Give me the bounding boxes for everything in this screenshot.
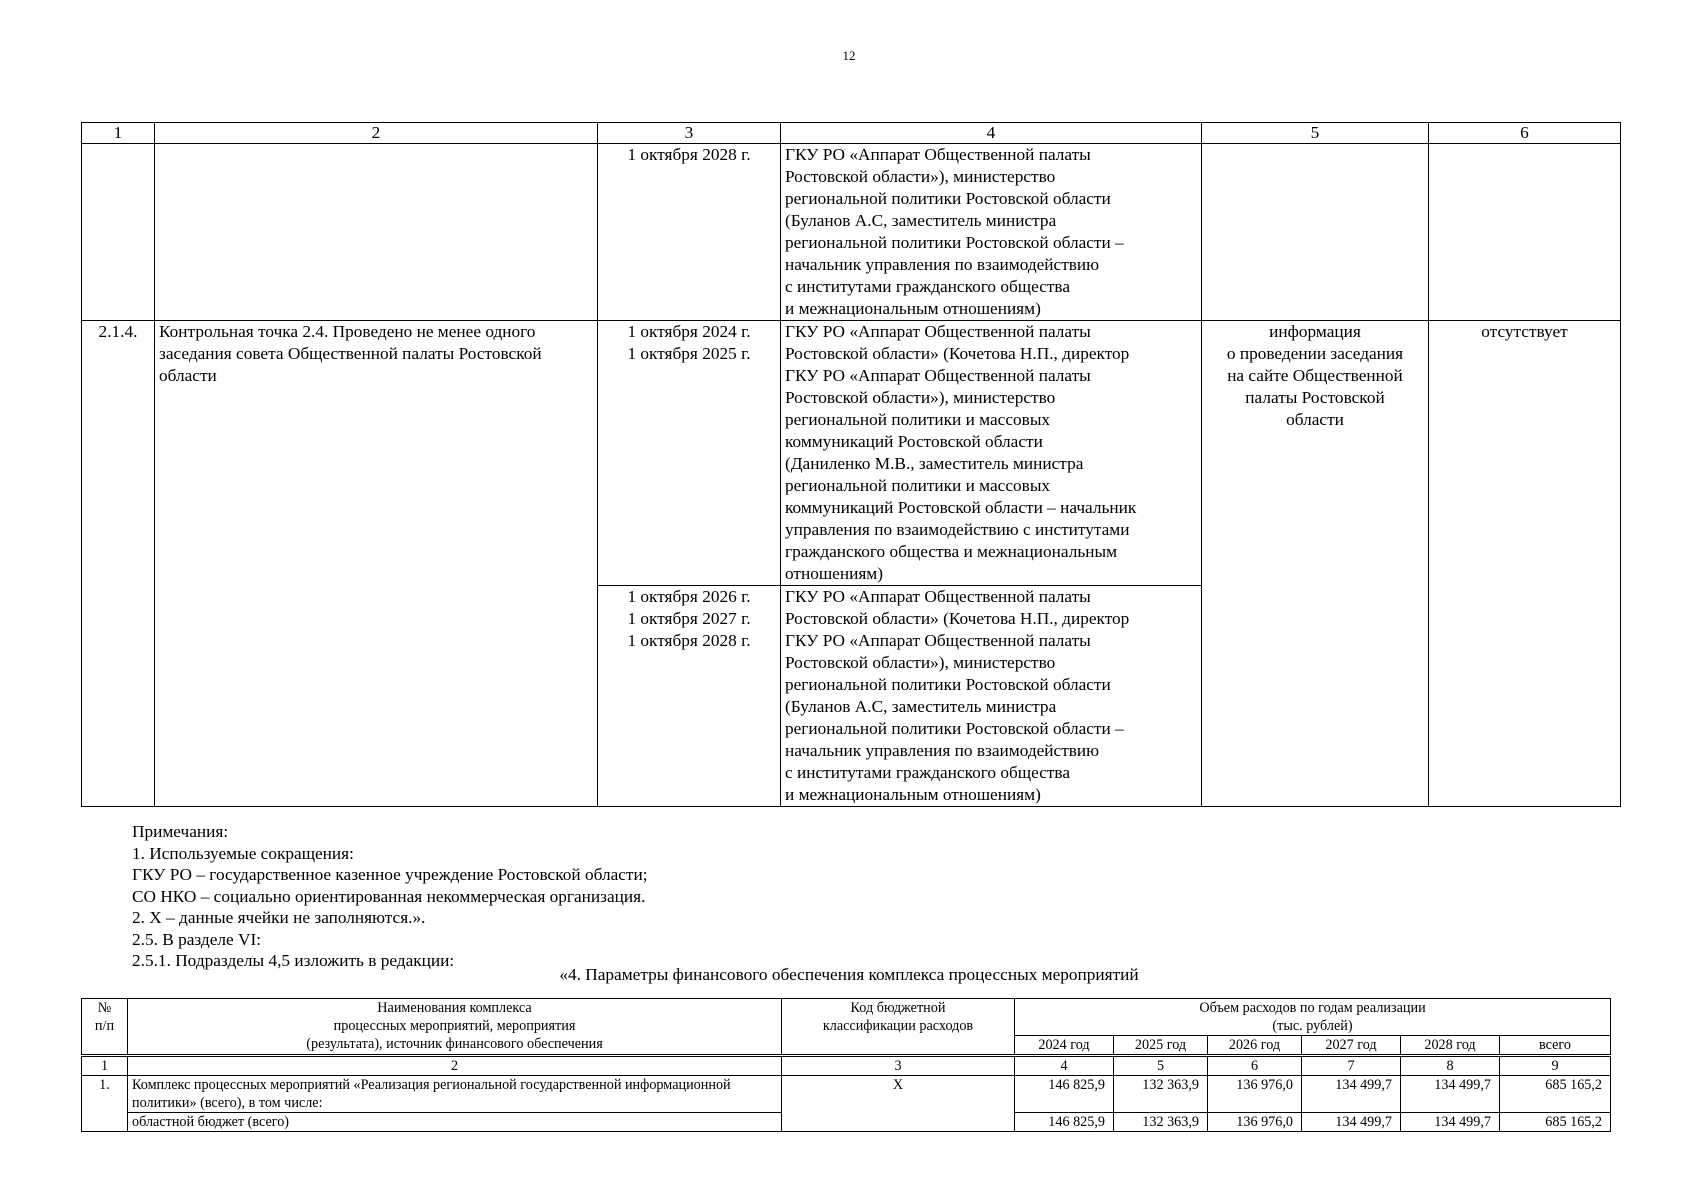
total-cell: 685 165,2 <box>1500 1113 1611 1132</box>
column-number-row <box>82 1056 1611 1076</box>
value-cell: 132 363,9 <box>1114 1113 1208 1132</box>
value-cell: 146 825,9 <box>1015 1113 1114 1132</box>
column-number: 6 <box>1208 1056 1302 1076</box>
header-cell: 1 <box>82 123 155 144</box>
value-cell: 136 976,0 <box>1208 1113 1302 1132</box>
date-cell: 1 октября 2024 г. 1 октября 2025 г. <box>598 321 781 586</box>
column-number: 5 <box>1114 1056 1208 1076</box>
notes-line: ГКУ РО – государственное казенное учреждение Ростовской области; <box>132 865 648 884</box>
header-volume: Объем расходов по годам реализации (тыс. рублей) <box>1015 999 1611 1036</box>
document-cell: информация о проведении заседания на сайте Общественной палаты Ростовской области <box>1202 321 1429 807</box>
row-number-cell: 2.1.4. <box>82 321 155 807</box>
document-cell <box>1202 144 1429 321</box>
value-cell: 136 976,0 <box>1208 1076 1302 1113</box>
header-year: 2024 год <box>1015 1036 1114 1056</box>
row-name-cell: Комплекс процессных мероприятий «Реализация региональной государственной информационной политики» (всего), в том числе: <box>128 1076 782 1113</box>
responsible-cell: ГКУ РО «Аппарат Общественной палаты Ростовской области»), министерство региональной политики Ростовской области (Буланов А.С, заместитель министра региональной политики Ростовской области – начальник управления по взаимодействию с институтами гражданского общества и межнациональным отношениям) <box>781 144 1202 321</box>
column-number: 7 <box>1302 1056 1401 1076</box>
header-code: Код бюджетной классификации расходов <box>782 999 1015 1056</box>
total-cell: 685 165,2 <box>1500 1076 1611 1113</box>
column-number: 8 <box>1401 1056 1500 1076</box>
table-header-row <box>82 123 1621 144</box>
notes-line: 2.5.1. Подразделы 4,5 изложить в редакции: <box>132 951 455 970</box>
notes-block <box>132 821 648 972</box>
value-cell: 134 499,7 <box>1401 1076 1500 1113</box>
column-number: 2 <box>128 1056 782 1076</box>
header-year: 2027 год <box>1302 1036 1401 1056</box>
header-cell: 5 <box>1202 123 1429 144</box>
value-cell: 146 825,9 <box>1015 1076 1114 1113</box>
notes-line: Примечания: <box>132 822 229 841</box>
notes-line: 1. Используемые сокращения: <box>132 843 354 863</box>
header-cell: 6 <box>1429 123 1621 144</box>
responsible-cell: ГКУ РО «Аппарат Общественной палаты Ростовской области» (Кочетова Н.П., директор ГКУ РО «Аппарат Общественной палаты Ростовской области»), министерство региональной политики и массовых коммуникаций Ростовской области (Даниленко М.В., заместитель министра региональной политики и массовых коммуникаций Ростовской области – начальник управления по взаимодействию с институтами гражданского общества и межнациональным отношениям) <box>781 321 1202 586</box>
code-cell: X <box>782 1076 1015 1132</box>
section-title: «4. Параметры финансового обеспечения комплекса процессных мероприятий <box>559 965 1139 984</box>
value-cell: 134 499,7 <box>1401 1113 1500 1132</box>
page-number: 12 <box>842 48 856 63</box>
table-header-row <box>82 999 1611 1036</box>
notes-line: 2.5. В разделе VI: <box>132 929 262 949</box>
control-points-table <box>81 122 1621 807</box>
row-name-cell: областной бюджет (всего) <box>128 1113 782 1132</box>
value-cell: 134 499,7 <box>1302 1113 1401 1132</box>
header-year: 2026 год <box>1208 1036 1302 1056</box>
header-cell: 3 <box>598 123 781 144</box>
date-cell: 1 октября 2028 г. <box>598 144 781 321</box>
responsible-cell: ГКУ РО «Аппарат Общественной палаты Ростовской области» (Кочетова Н.П., директор ГКУ РО «Аппарат Общественной палаты Ростовской области»), министерство региональной политики Ростовской области (Буланов А.С, заместитель министра региональной политики Ростовской области – начальник управления по взаимодействию с институтами гражданского общества и межнациональным отношениям) <box>781 586 1202 807</box>
table-row <box>82 144 1621 321</box>
date-cell: 1 октября 2026 г. 1 октября 2027 г. 1 октября 2028 г. <box>598 586 781 807</box>
header-name: Наименования комплекса процессных мероприятий, мероприятия (результата), источник финансового обеспечения <box>128 999 782 1056</box>
table-row <box>82 321 1621 586</box>
row-number-cell <box>82 144 155 321</box>
financing-table <box>81 998 1611 1132</box>
header-cell: 4 <box>781 123 1202 144</box>
column-number: 1 <box>82 1056 128 1076</box>
info-system-cell <box>1429 144 1621 321</box>
header-total: всего <box>1500 1036 1611 1056</box>
notes-line: СО НКО – социально ориентированная некоммерческая организация. <box>132 886 646 906</box>
value-cell: 134 499,7 <box>1302 1076 1401 1113</box>
column-number: 4 <box>1015 1056 1114 1076</box>
info-system-cell: отсутствует <box>1429 321 1621 807</box>
column-number: 3 <box>782 1056 1015 1076</box>
header-num: № п/п <box>82 999 128 1056</box>
header-year: 2028 год <box>1401 1036 1500 1056</box>
column-number: 9 <box>1500 1056 1611 1076</box>
row-name-cell: Контрольная точка 2.4. Проведено не менее одного заседания совета Общественной палаты Ростовской области <box>155 321 598 807</box>
header-year: 2025 год <box>1114 1036 1208 1056</box>
notes-line: 2. X – данные ячейки не заполняются.». <box>132 908 426 927</box>
value-cell: 132 363,9 <box>1114 1076 1208 1113</box>
row-name-cell <box>155 144 598 321</box>
table-row <box>82 1076 1611 1113</box>
header-cell: 2 <box>155 123 598 144</box>
row-number-cell: 1. <box>82 1076 128 1132</box>
